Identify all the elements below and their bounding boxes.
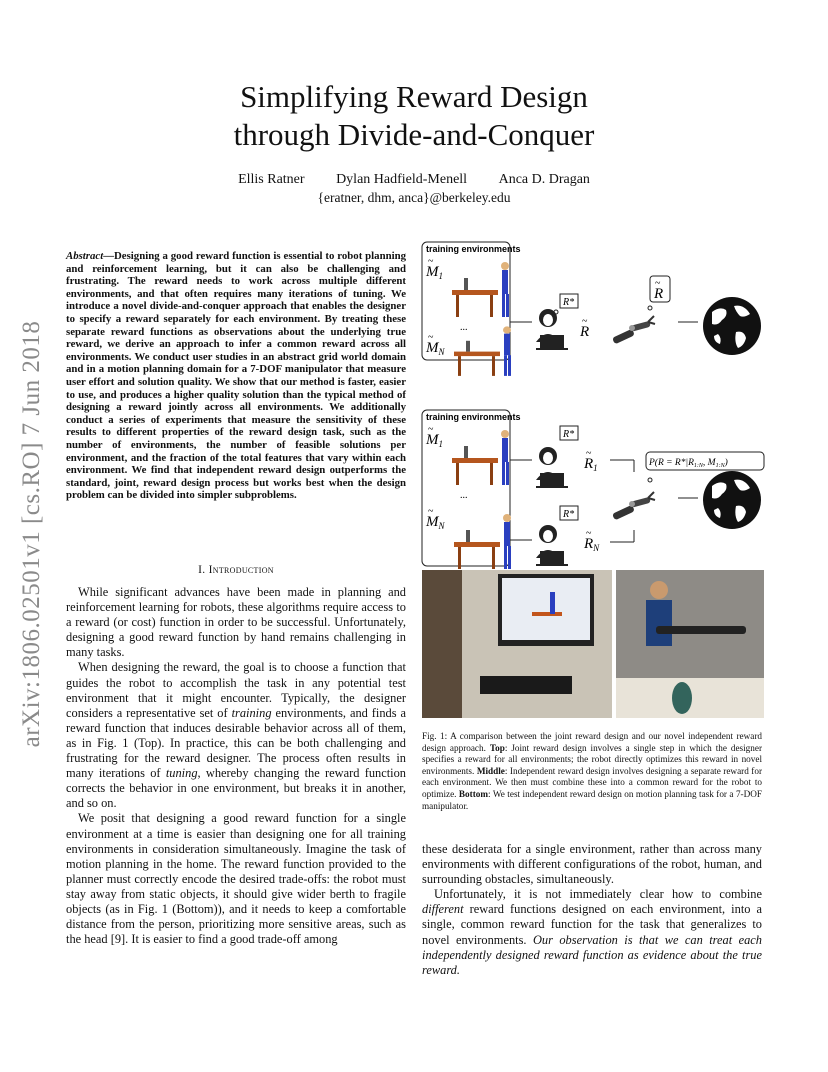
globe-icon-top (703, 297, 761, 355)
r-star-label-mid-n: R* (563, 509, 575, 520)
title-line-2: through Divide-and-Conquer (233, 117, 595, 152)
section-title: Introduction (208, 564, 274, 576)
mn-letter-mid: M (426, 514, 439, 530)
robot-arm-icon-top (612, 316, 655, 344)
tilde-mn-mid: ~ (428, 506, 434, 517)
training-env-label-mid: training environments (426, 412, 521, 422)
m1-subscript-mid: 1 (438, 439, 443, 449)
robot-photo-vase (672, 682, 692, 714)
designer-icon-mid-1 (536, 447, 568, 488)
abstract-text: —Designing a good reward function is essential to robot planning and reinforcement learning, but it can also be challenging and frustrating. The reward needs to work across multiple different environments, and that often requires many iterations of tuning. We introduce a novel divide-and-conquer approach that enables the designer to specify a reward separately for each environment. By treating these separate reward functions as observations about the underlying true reward, we derive an approach to infer a common reward across all environments. We conduct user studies in an abstract grid world domain and in a motion planning domain for a 7-DOF manipulator that measure user effort and solution quality. We show that our method is faster, easier to use, and produces a higher quality solution than the typical method of designing a reward jointly across all environments. We additionally conduct a series of experiments that measure the sensitivity of these results to different properties of the reward design task, such as the number of environments, the number of feasible solutions per environment, and the fraction of the total features that vary within each environment. We find that independent reward design outperforms the standard, joint, reward design process but works best when the design problem can be divided into simpler subproblems. (66, 250, 406, 502)
user-photo-person (422, 570, 462, 718)
m1-letter-mid: M (426, 432, 439, 448)
user-photo-keyboard (480, 676, 572, 694)
posterior-sub-2: 1:N (715, 463, 725, 469)
p5-em-different: different (422, 902, 464, 917)
intro-right-column (422, 842, 762, 978)
intro-left-column (66, 585, 406, 947)
section-heading-introduction (66, 564, 406, 576)
env-scene-n-mid (454, 514, 511, 569)
intro-paragraph-5 (422, 887, 762, 978)
designer-icon-mid-n (536, 525, 568, 566)
tilde-boxed-top: ~ (655, 278, 661, 289)
posterior-text: P(R = R*|R (649, 458, 694, 468)
figure-caption (422, 731, 762, 812)
r1-letter: R (584, 456, 594, 472)
abstract (66, 250, 406, 502)
p5-em-observation: Our observation is that we can treat each independently designed reward function as evidence about the true reward. (422, 932, 762, 977)
caption-bottom-text: : We test independent reward design on motion planning task for a 7-DOF manipulator. (422, 788, 762, 811)
tilde-rn-mid: ~ (586, 528, 592, 539)
p2-text-a: When designing the reward, the goal is to choose a function that guides the robot to accomplish the task in any potential test environment that it might encounter. Typically, the designer considers a representative set of (66, 660, 406, 720)
author-emails: {eratner, dhm, anca}@berkeley.edu (317, 190, 511, 205)
intro-paragraph-1: While significant advances have been made in planning and reinforcement learning for robots, these algorithms require access to a reward (or cost) function in order to be successful. Unfortunately, designing a good reward function by hand remains challenging in many tasks. (66, 585, 406, 660)
m1-letter-top: M (426, 264, 439, 280)
caption-top-label: Top (489, 742, 505, 753)
posterior-mid: , M (702, 458, 716, 468)
globe-icon-mid (703, 471, 761, 529)
user-photo-table (532, 612, 562, 616)
tilde-mn-top: ~ (428, 332, 434, 343)
intro-paragraph-4: these desiderata for a single environment, rather than across many environments with different configurations of the robot, human, and surrounding obstacles, simultaneously. (422, 842, 762, 887)
p2-em-training: training (231, 705, 272, 720)
robot-photo-arm (656, 626, 746, 634)
posterior-label (648, 457, 728, 469)
figure-1 (420, 240, 766, 720)
caption-middle-label: Middle (476, 765, 505, 776)
p2-em-tuning: tuning (165, 766, 198, 781)
mn-letter-top: M (426, 340, 439, 356)
p5-text-b: reward functions designed on each environment, into a single, common reward function for the task that generalizes to novel environments. (422, 902, 762, 947)
caption-top-text: : Joint reward design involves a single step in which the designer specifies a reward for all environments; the robot directly optimizes this reward in novel environments. (422, 742, 762, 776)
author-list (0, 172, 828, 188)
intro-paragraph-3: We posit that designing a good reward function for a single environment at a time is easier than designing one for all training environments in consideration simultaneously. Imagine the task of motion planning in the home. The reward function provided to the planner must correctly encode the desired trade-offs: the robot must stay away from static objects, it should give wider berth to fragile objects (as in Fig. 1 (Bottom)), and it needs to keep a comfortable distance from the person, prioritizing more sensitive areas, such as the head [9]. It is easier to find a good trade-off among (66, 811, 406, 947)
abstract-label: Abstract (66, 250, 104, 262)
p5-text-a: Unfortunately, it is not immediately clear how to combine (434, 887, 762, 902)
r-tilde-boxed-top: R (654, 286, 664, 302)
r-star-label-top: R* (563, 297, 575, 308)
rn-subscript: N (593, 543, 600, 553)
arxiv-stamp: arXiv:1806.02501v1 [cs.RO] 7 Jun 2018 (18, 320, 45, 748)
posterior-sub-1: 1:N (693, 463, 703, 469)
robot-photo-person (646, 600, 672, 646)
tilde-m1-mid: ~ (428, 424, 434, 435)
author-2: Dylan Hadfield-Menell (336, 172, 468, 187)
designer-icon-top (536, 309, 568, 350)
title-line-1: Simplifying Reward Design (240, 79, 588, 114)
rn-letter: R (584, 536, 594, 552)
user-photo-screen (502, 578, 590, 640)
env-scene-1-mid (452, 430, 509, 485)
p2-text-b: environments, and finds a reward function that induces desirable behavior across all of them, as in Fig. 1 (Top). In practice, this can be both challenging and frustrating for the reward designer. The process often results in many iterations of (66, 705, 406, 781)
env-scene-1-top (452, 262, 509, 317)
posterior-end: ) (724, 458, 728, 468)
training-env-label-top: training environments (426, 244, 521, 254)
env-scene-n-top (454, 326, 511, 376)
figure-middle-panel (422, 410, 764, 569)
p2-text-c: , whereby changing the reward function corrects the behavior in one environment, but breaks it in another, and so on. (66, 766, 406, 811)
caption-prefix: Fig. 1: A comparison between the joint reward design and our novel independent reward design approach. (422, 731, 762, 753)
env-dots-mid: ... (460, 490, 468, 501)
mn-subscript-mid: N (438, 521, 445, 531)
env-dots-top: ... (460, 322, 468, 333)
r1-subscript: 1 (593, 463, 598, 473)
thought-dot-top-2 (648, 306, 652, 310)
intro-paragraph-2 (66, 660, 406, 811)
robot-photo-person-head (650, 581, 668, 599)
r-star-label-mid-1: R* (563, 429, 575, 440)
r-tilde-top: R (580, 324, 590, 340)
tilde-r1-mid: ~ (586, 448, 592, 459)
thought-dot-mid (648, 478, 652, 482)
m1-subscript-top: 1 (438, 271, 443, 281)
paper-title (0, 78, 828, 154)
tilde-m1-top: ~ (428, 256, 434, 267)
user-photo-avatar (550, 592, 555, 614)
figure-top-panel (422, 242, 761, 376)
caption-bottom-label: Bottom (458, 788, 488, 799)
caption-middle-text: : Independent reward design involves designing a separate reward for each environment. We then must combine these into a common reward for the robot to optimize. (422, 765, 763, 799)
mn-subscript-top: N (438, 347, 445, 357)
figure-bottom-photos (422, 570, 764, 718)
tilde-r-top: ~ (582, 316, 588, 327)
author-1: Ellis Ratner (238, 172, 305, 187)
author-3: Anca D. Dragan (498, 172, 590, 187)
section-number: I. (198, 564, 206, 576)
robot-arm-icon-mid (612, 492, 655, 520)
